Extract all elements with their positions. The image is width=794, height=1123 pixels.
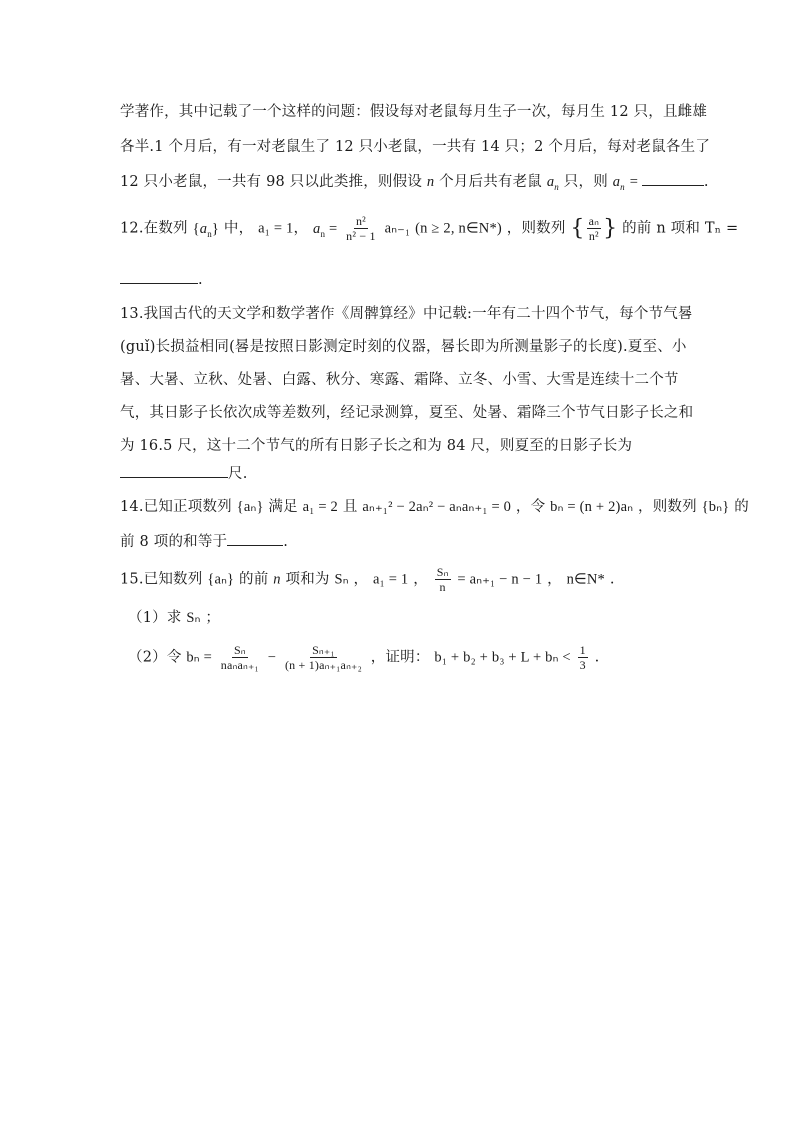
fraction-Sn-n bbox=[435, 565, 451, 594]
denominator: (n + 1)aₙ₊₁aₙ₊₂ bbox=[284, 658, 362, 672]
var-a-n: $a_n$ bbox=[612, 174, 625, 192]
answer-blank[interactable] bbox=[120, 270, 198, 284]
text: ，则数列 bbox=[506, 220, 566, 237]
problem-13-line-3: 暑、大暑、立秋、处暑、白露、秋分、寒露、霜降、立冬、小雪、大雪是连续十二个节 bbox=[120, 372, 679, 388]
problem-12-line-1 bbox=[120, 214, 738, 243]
problem-11-line-2: 各半.1 个月后，有一对老鼠生了 12 只小老鼠，一共有 14 只；2 个月后，每对老鼠各生了 bbox=[120, 139, 711, 155]
text: 项和为 bbox=[285, 571, 330, 588]
text: ，证明： bbox=[370, 649, 430, 666]
denominator: 3 bbox=[579, 658, 586, 672]
def-b-n: bₙ = bbox=[186, 649, 212, 666]
text: . bbox=[283, 534, 289, 550]
var-a-n: $a_n$ bbox=[546, 174, 559, 192]
equation: = aₙ₊₁ − n − 1 bbox=[457, 571, 543, 588]
answer-blank[interactable] bbox=[642, 172, 704, 186]
denominator: n² bbox=[588, 229, 599, 243]
problem-11-line-1: 学著作，其中记载了一个这样的问题：假设每对老鼠每月生子一次，每月生 12 只，且雌雄 bbox=[120, 104, 708, 120]
denominator: n bbox=[439, 580, 446, 594]
var-n: n bbox=[426, 174, 435, 190]
var-S-n: Sₙ bbox=[186, 610, 201, 626]
text: 满足 bbox=[268, 499, 298, 515]
text: ，则数列 bbox=[638, 499, 697, 515]
text: 15.已知数列 bbox=[120, 571, 203, 588]
problem-15-line-1 bbox=[120, 565, 615, 594]
text: 只，则 bbox=[563, 174, 608, 190]
numerator: n² bbox=[355, 214, 366, 228]
problem-13-line-5: 为 16.5 尺，这十二个节气的所有日影子长之和为 84 尺，则夏至的日影子长为 bbox=[120, 438, 633, 454]
problem-15-part-2 bbox=[128, 643, 599, 672]
seq-b-n: {bₙ} bbox=[701, 499, 730, 515]
fraction-n2 bbox=[344, 214, 378, 243]
text: （1）求 bbox=[128, 610, 182, 626]
fraction-2 bbox=[283, 643, 364, 672]
problem-13-line-6 bbox=[120, 462, 248, 483]
seq-a-n: $\{a_n\}$ bbox=[192, 220, 220, 239]
problem-13-line-2: (guǐ)长损益相同(晷是按照日影测定时刻的仪器，晷长即为所测量影子的长度).夏至、小 bbox=[120, 339, 687, 355]
cond-a1: a₁ = 1， bbox=[258, 220, 309, 237]
text: 前 8 项的和等于 bbox=[120, 534, 228, 550]
equation: aₙ₊₁² − 2aₙ² − aₙaₙ₊₁ = 0 bbox=[362, 499, 512, 515]
text: ； bbox=[205, 610, 221, 626]
set-n: n∈N* bbox=[566, 571, 606, 588]
problem-15-part-1 bbox=[128, 606, 220, 627]
problem-13-line-4: 气，其日影子长依次成等差数列，经记录测算，夏至、处暑、霜降三个节气日影子长之和 bbox=[120, 405, 694, 421]
text: 的前 bbox=[239, 571, 269, 588]
text: 个月后共有老鼠 bbox=[439, 174, 543, 190]
var-n: n bbox=[273, 571, 281, 588]
var-S-n: Sₙ bbox=[334, 571, 349, 588]
numerator: Sₙ₊₁ bbox=[312, 643, 335, 657]
text: 的 bbox=[734, 499, 749, 515]
cond-a1: a₁ = 2 bbox=[302, 499, 339, 515]
fraction-1 bbox=[219, 643, 261, 672]
text: 且 bbox=[342, 499, 358, 515]
problem-13-line-1: 13.我国古代的天文学和数学著作《周髀算经》中记载:一年有二十四个节气，每个节气晷 bbox=[120, 306, 693, 322]
numerator: 1 bbox=[579, 643, 586, 657]
denominator: naₙaₙ₊₁ bbox=[220, 658, 259, 672]
recurrence: $a_n$ = bbox=[313, 220, 338, 239]
fraction-one-third bbox=[578, 643, 588, 672]
a-n-minus-1: aₙ₋₁ bbox=[384, 220, 411, 237]
fraction-an-n2 bbox=[587, 214, 602, 243]
text: ，令 bbox=[515, 499, 546, 515]
denominator: n² − 1 bbox=[346, 229, 376, 243]
answer-blank[interactable] bbox=[120, 464, 228, 478]
minus-sign: − bbox=[267, 649, 277, 666]
text: . bbox=[594, 649, 600, 666]
seq-a-n: {aₙ} bbox=[207, 571, 235, 588]
problem-14-line-2 bbox=[120, 530, 288, 551]
text: ， bbox=[547, 571, 562, 588]
numerator: Sₙ bbox=[233, 643, 246, 657]
text: . bbox=[609, 571, 615, 588]
seq-a-n: {aₙ} bbox=[236, 499, 264, 515]
def-b-n: bₙ = (n + 2)aₙ bbox=[550, 499, 634, 515]
equals: = bbox=[629, 174, 642, 190]
problem-11-line-3: 12 只小老鼠，一共有 98 只以此类推，则假设 n 个月后共有老鼠 $a_n$ 只，则 $a_n$ = . bbox=[120, 174, 709, 192]
text: 12.在数列 bbox=[120, 220, 188, 237]
brace-right: } bbox=[603, 216, 618, 241]
cond-a1: a₁ = 1 bbox=[373, 571, 409, 588]
text: （2）令 bbox=[128, 649, 182, 666]
text: ， bbox=[413, 571, 428, 588]
text: 的前 n 项和 Tₙ = bbox=[622, 220, 739, 237]
inequality: b₁ + b₂ + b₃ + L + bₙ < bbox=[434, 649, 571, 666]
answer-blank[interactable] bbox=[227, 532, 283, 546]
numerator: aₙ bbox=[588, 214, 600, 228]
condition: (n ≥ 2, n∈N*) bbox=[415, 220, 502, 237]
problem-14-line-1 bbox=[120, 495, 749, 516]
problem-12-line-2: . bbox=[120, 270, 203, 288]
text: 14.已知正项数列 bbox=[120, 499, 232, 515]
text: 中， bbox=[223, 220, 254, 237]
numerator: Sₙ bbox=[436, 565, 449, 579]
brace-left: { bbox=[570, 216, 585, 241]
text: 12 只小老鼠，一共有 98 只以此类推，则假设 bbox=[120, 174, 423, 190]
text: ， bbox=[353, 571, 369, 588]
text: 尺. bbox=[228, 466, 248, 482]
